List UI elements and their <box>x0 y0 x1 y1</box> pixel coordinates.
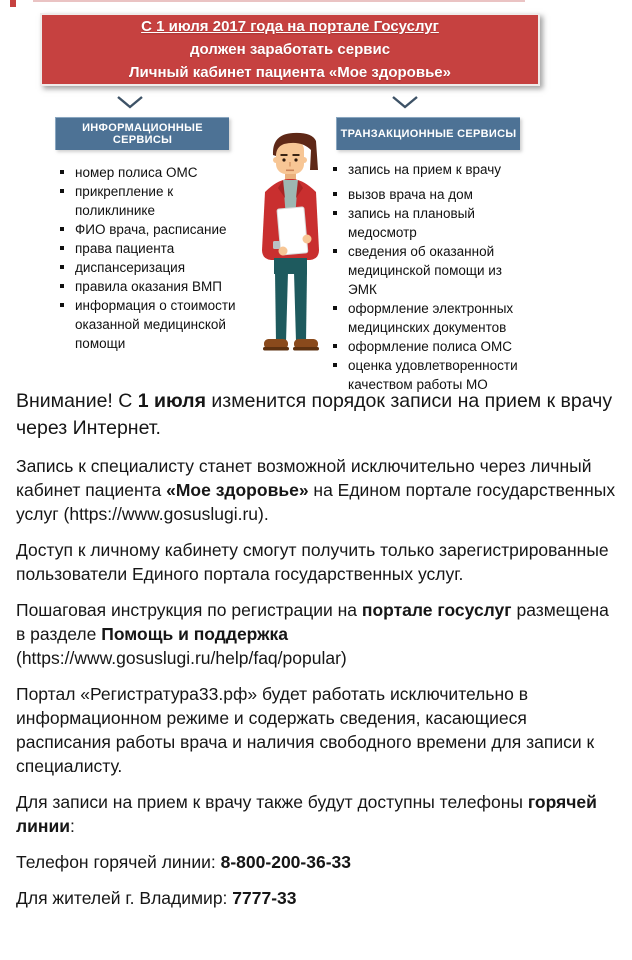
paragraph-appointment <box>16 454 620 526</box>
phone-number: 8-800-200-36-33 <box>220 852 351 872</box>
banner-line-2: должен заработать сервис <box>189 41 391 58</box>
paragraph-vladimir-phone <box>16 886 620 910</box>
chevron-down-icon-left <box>115 95 145 110</box>
top-crop-line <box>33 0 525 2</box>
banner-line-3: Личный кабинет пациента «Мое здоровье» <box>129 64 451 81</box>
patient-illustration <box>238 122 342 370</box>
text-run-bold: 1 июля <box>137 390 206 412</box>
info-services-list <box>58 163 238 353</box>
text-run: Для записи на прием к врачу также будут доступны телефоны <box>16 792 528 812</box>
text-run: размещена в разделе <box>16 600 609 644</box>
list-item: запись на прием к врачу <box>331 160 527 179</box>
text-run-bold: портале госуслуг <box>361 600 512 620</box>
text-run: : <box>69 816 75 836</box>
body-text <box>16 388 620 922</box>
text-run: изменится порядок записи на прием к врачу через Интернет. <box>16 390 613 439</box>
chevron-down-icon-right <box>390 95 420 110</box>
list-item: права пациента <box>58 239 238 258</box>
text-run: (https://www.gosuslugi.ru/help/faq/popular) <box>16 648 347 668</box>
list-item: оформление полиса ОМС <box>331 337 527 356</box>
text-run: Телефон горячей линии: <box>16 852 221 872</box>
paragraph-hotline-phone <box>16 850 620 874</box>
phone-number: 7777-33 <box>232 888 297 908</box>
list-item: информация о стоимости оказанной медицинской помощи <box>58 296 238 353</box>
text-run-bold: горячей линии <box>16 792 597 836</box>
transaction-services-header: ТРАНЗАКЦИОННЫЕ СЕРВИСЫ <box>336 117 520 150</box>
paragraph-instruction <box>16 598 620 670</box>
transaction-services-list <box>331 160 527 394</box>
list-item: ФИО врача, расписание <box>58 220 238 239</box>
list-item: номер полиса ОМС <box>58 163 238 182</box>
list-item: оценка удовлетворенности качеством работы МО <box>331 356 527 394</box>
list-item: диспансеризация <box>58 258 238 277</box>
text-run-bold: «Мое здоровье» <box>166 480 309 500</box>
text-run: Запись к специалисту станет возможной исключительно через личный кабинет пациента <box>16 456 592 500</box>
list-item: оформление электронных медицинских документов <box>331 299 527 337</box>
text-run: Для жителей г. Владимир: <box>16 888 233 908</box>
text-run: на Едином портале государственных услуг (https://www.gosuslugi.ru). <box>16 480 616 524</box>
list-item: прикрепление к поликлинике <box>58 182 238 220</box>
paragraph-attention <box>16 388 620 442</box>
paragraph-portal33: Портал «Регистратура33.рф» будет работать исключительно в информационном режиме и содержать сведения, касающиеся расписания работы врача и наличия свободного времени для записи к специалисту. <box>16 684 595 776</box>
list-item: правила оказания ВМП <box>58 277 238 296</box>
text-run: Внимание! С <box>16 390 138 412</box>
list-item: запись на плановый медосмотр <box>331 204 527 242</box>
text-run-bold: Помощь и поддержка <box>101 624 289 644</box>
banner <box>40 13 540 86</box>
banner-line-1: С 1 июля 2017 года на портале Госуслуг <box>141 18 439 35</box>
list-item: сведения об оказанной медицинской помощи из ЭМК <box>331 242 527 299</box>
paragraph-hotline-intro <box>16 790 620 838</box>
top-crop-artifact <box>10 0 16 7</box>
list-item: вызов врача на дом <box>331 185 527 204</box>
info-services-header: ИНФОРМАЦИОННЫЕ СЕРВИСЫ <box>55 117 229 150</box>
text-run: Пошаговая инструкция по регистрации на <box>16 600 362 620</box>
paragraph-access: Доступ к личному кабинету смогут получить только зарегистрированные пользователи Единого портала государственных услуг. <box>16 540 609 584</box>
